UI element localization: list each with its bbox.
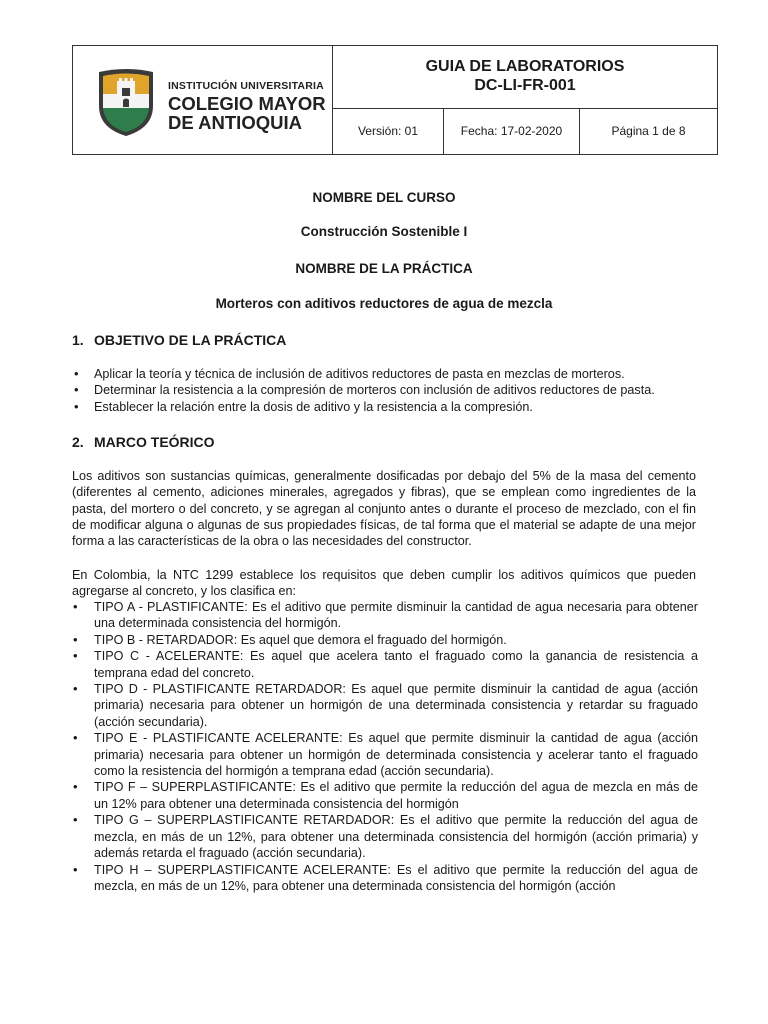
institution-type: INSTITUCIÓN UNIVERSITARIA: [168, 80, 324, 92]
additive-type-item: • TIPO G – SUPERPLASTIFICANTE RETARDADOR: Es el aditivo que permite la reducción del agua de mezcla, en más de un 12%, para obtener una determinada consistencia del hormigón (acción primaria) y además retarda el fraguado (acción secundaria).: [72, 812, 698, 861]
marco-teorico-paragraph-1: Los aditivos son sustancias químicas, generalmente dosificadas por debajo del 5% de la masa del cemento (diferentes al cemento, adiciones minerales, agregados y fibras), que se emplean como ingredientes de la pasta, del mortero o del concreto, y se agregan al conjunto antes o durante el proceso de mezclado, con el fin de modificar alguna o algunas de sus propiedades físicas, de tal forma que el material se adapte de una mejor forma a las características de la obra o las necesidades del constructor.: [72, 469, 696, 549]
section-1-title: OBJETIVO DE LA PRÁCTICA: [94, 332, 287, 348]
date-cell: Fecha: 17-02-2020: [444, 109, 580, 154]
institution-shield-logo: [95, 68, 157, 138]
institution-name: [168, 80, 328, 132]
course-label: NOMBRE DEL CURSO: [312, 190, 456, 205]
page-number-cell: Página 1 de 8: [611, 124, 686, 138]
version-cell: Versión: 01: [333, 109, 444, 154]
logo-cell: [73, 46, 333, 154]
title-cell: [333, 46, 717, 109]
additive-types-list: [72, 599, 698, 894]
additive-type-item: • TIPO H – SUPERPLASTIFICANTE ACELERANTE: Es el aditivo que permite la reducción del agua de mezcla, en más de un 12%, para obtener una determinada consistencia del hormigón (acción: [72, 862, 698, 895]
objective-item: • Establecer la relación entre la dosis de aditivo y la resistencia a la compresión.: [72, 399, 702, 415]
additive-type-item: • TIPO D - PLASTIFICANTE RETARDADOR: Es aquel que permite disminuir la cantidad de agua (acción primaria) necesaria para obtener un hormigón de una determinada consistencia y retardar su fraguado (acción secundaria).: [72, 681, 698, 730]
document-title: GUIA DE LABORATORIOS: [425, 58, 625, 75]
practice-name: Morteros con aditivos reductores de agua de mezcla: [215, 296, 553, 311]
additive-type-item: • TIPO A - PLASTIFICANTE: Es el aditivo que permite disminuir la cantidad de agua necesaria para obtener una determinada consistencia del hormigón.: [72, 599, 698, 632]
marco-teorico-paragraph-2: En Colombia, la NTC 1299 establece los requisitos que deben cumplir los aditivos químicos que pueden agregarse al concreto, y los clasifica en:: [72, 568, 696, 599]
section-1-heading: [72, 332, 286, 348]
additive-type-item: • TIPO E - PLASTIFICANTE ACELERANTE: Es aquel que permite disminuir la cantidad de agua (acción primaria) necesaria para obtener un hormigón de determinada consistencia y acelerar tanto el fraguado como la resistencia del hormigón a temprana edad (acción secundaria).: [72, 730, 698, 779]
objective-item: • Determinar la resistencia a la compresión de morteros con inclusión de aditivos reductores de pasta.: [72, 382, 702, 398]
institution-name-line1: COLEGIO MAYOR: [168, 93, 326, 114]
institution-name-line2: DE ANTIOQUIA: [168, 112, 302, 133]
section-2-number: 2.: [72, 434, 84, 450]
objectives-list: [72, 366, 702, 415]
objective-item: • Aplicar la teoría y técnica de inclusión de aditivos reductores de pasta en mezclas de morteros.: [72, 366, 702, 382]
section-2-title: MARCO TEÓRICO: [94, 434, 215, 450]
document-header-table: [72, 45, 718, 155]
additive-type-item: • TIPO F – SUPERPLASTIFICANTE: Es el aditivo que permite la reducción del agua de mezcla en más de un 12% para obtener una determinada consistencia del hormigón: [72, 779, 698, 812]
course-name: Construcción Sostenible I: [300, 224, 468, 239]
metadata-row: [333, 109, 717, 154]
document-code: DC-LI-FR-001: [474, 77, 576, 94]
additive-type-item: • TIPO C - ACELERANTE: Es aquel que acelera tanto el fraguado como la ganancia de resistencia a temprana edad del concreto.: [72, 648, 698, 681]
additive-type-item: • TIPO B - RETARDADOR: Es aquel que demora el fraguado del hormigón.: [72, 632, 698, 648]
section-2-heading: [72, 434, 215, 450]
section-1-number: 1.: [72, 332, 84, 348]
practice-label: NOMBRE DE LA PRÁCTICA: [295, 261, 473, 276]
